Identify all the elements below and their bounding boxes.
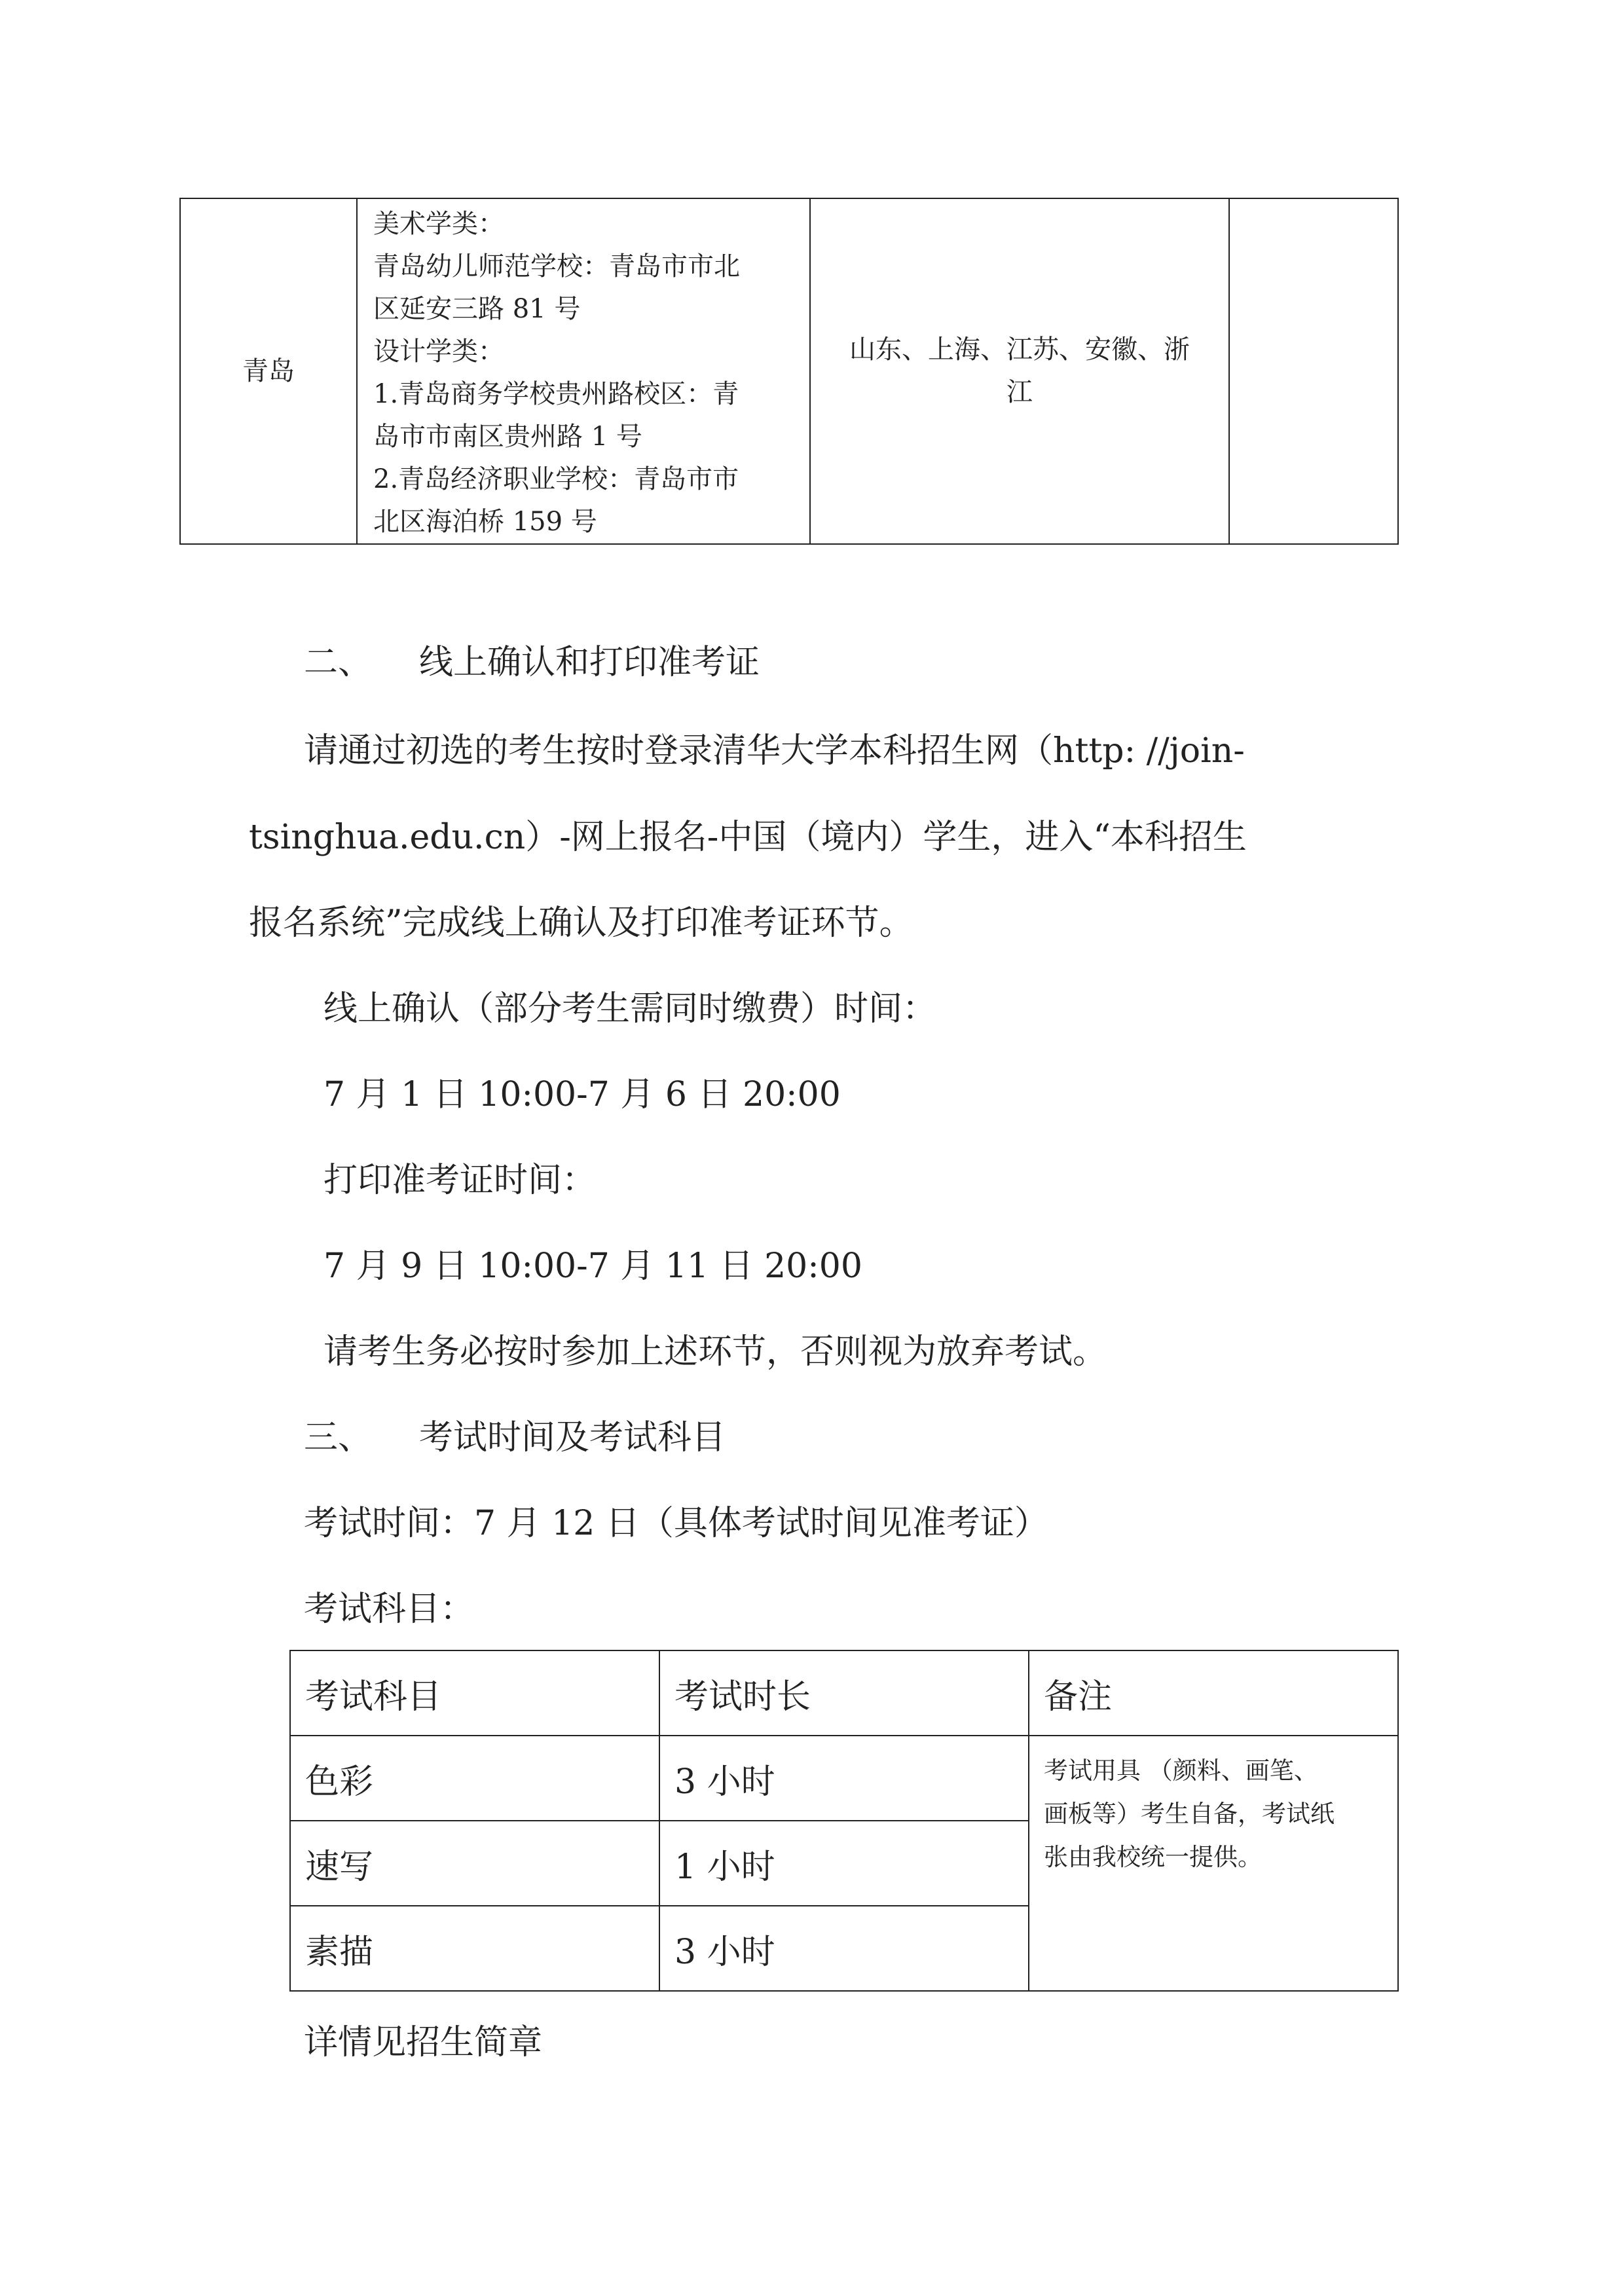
table-header-row — [290, 1650, 1398, 1736]
sites-cell — [357, 198, 810, 544]
section2-number: 二、 — [304, 643, 373, 682]
subject-cell: 速写 — [290, 1821, 659, 1906]
province-line: 江 — [1006, 377, 1033, 407]
print-label: 打印准考证时间： — [323, 1161, 597, 1200]
site-line: 青岛幼儿师范学校：青岛市市北 — [373, 251, 740, 282]
footer-note: 详情见招生简章 — [304, 2023, 543, 2062]
header-duration: 考试时长 — [659, 1650, 1029, 1736]
paragraph-line: 请通过初选的考生按时登录清华大学本科招生网（http: //join- — [304, 731, 1245, 771]
exam-time: 考试时间：7 月 12 日（具体考试时间见准考证） — [304, 1504, 1048, 1543]
note-line: 张由我校统一提供。 — [1044, 1843, 1262, 1871]
note-line: 画板等）考生自备，考试纸 — [1044, 1800, 1335, 1828]
duration-cell: 3 小时 — [659, 1906, 1029, 1991]
site-line: 设计学类： — [373, 337, 504, 367]
table-row — [180, 198, 1398, 544]
header-note: 备注 — [1029, 1650, 1398, 1736]
confirm-time: 7 月 1 日 10:00-7 月 6 日 20:00 — [323, 1075, 841, 1114]
section3-title: 考试时间及考试科目 — [419, 1418, 726, 1457]
note-line: 考试用具 （颜料、画笔、 — [1044, 1757, 1318, 1785]
note-cell — [1029, 1736, 1398, 1991]
section3-number: 三、 — [304, 1418, 373, 1457]
exam-table — [289, 1650, 1399, 1992]
city-cell: 青岛 — [180, 198, 357, 544]
notice: 请考生务必按时参加上述环节，否则视为放弃考试。 — [323, 1332, 1107, 1372]
duration-cell: 3 小时 — [659, 1736, 1029, 1821]
table-row — [290, 1736, 1398, 1821]
confirm-label: 线上确认（部分考生需同时缴费）时间： — [323, 989, 937, 1029]
header-subject: 考试科目 — [290, 1650, 659, 1736]
subject-cell: 素描 — [290, 1906, 659, 1991]
empty-cell — [1229, 198, 1398, 544]
paragraph-line: 报名系统”完成线上确认及打印准考证环节。 — [249, 903, 913, 943]
section2-title: 线上确认和打印准考证 — [419, 643, 760, 682]
site-line: 岛市市南区贵州路 1 号 — [373, 422, 642, 452]
site-line: 1.青岛商务学校贵州路校区：青 — [373, 379, 739, 409]
duration-cell: 1 小时 — [659, 1821, 1029, 1906]
province-line: 山东、上海、江苏、安徽、浙 — [849, 335, 1190, 365]
paragraph-line: tsinghua.edu.cn）-网上报名-中国（境内）学生，进入“本科招生 — [249, 818, 1247, 857]
site-line: 北区海泊桥 159 号 — [373, 507, 597, 537]
site-line: 美术学类： — [373, 209, 504, 239]
subjects-label: 考试科目： — [304, 1590, 475, 1629]
print-time: 7 月 9 日 10:00-7 月 11 日 20:00 — [323, 1247, 862, 1286]
location-table — [179, 198, 1399, 545]
subject-cell: 色彩 — [290, 1736, 659, 1821]
site-line: 区延安三路 81 号 — [373, 294, 581, 324]
provinces-cell — [810, 198, 1229, 544]
site-line: 2.青岛经济职业学校：青岛市市 — [373, 464, 739, 494]
